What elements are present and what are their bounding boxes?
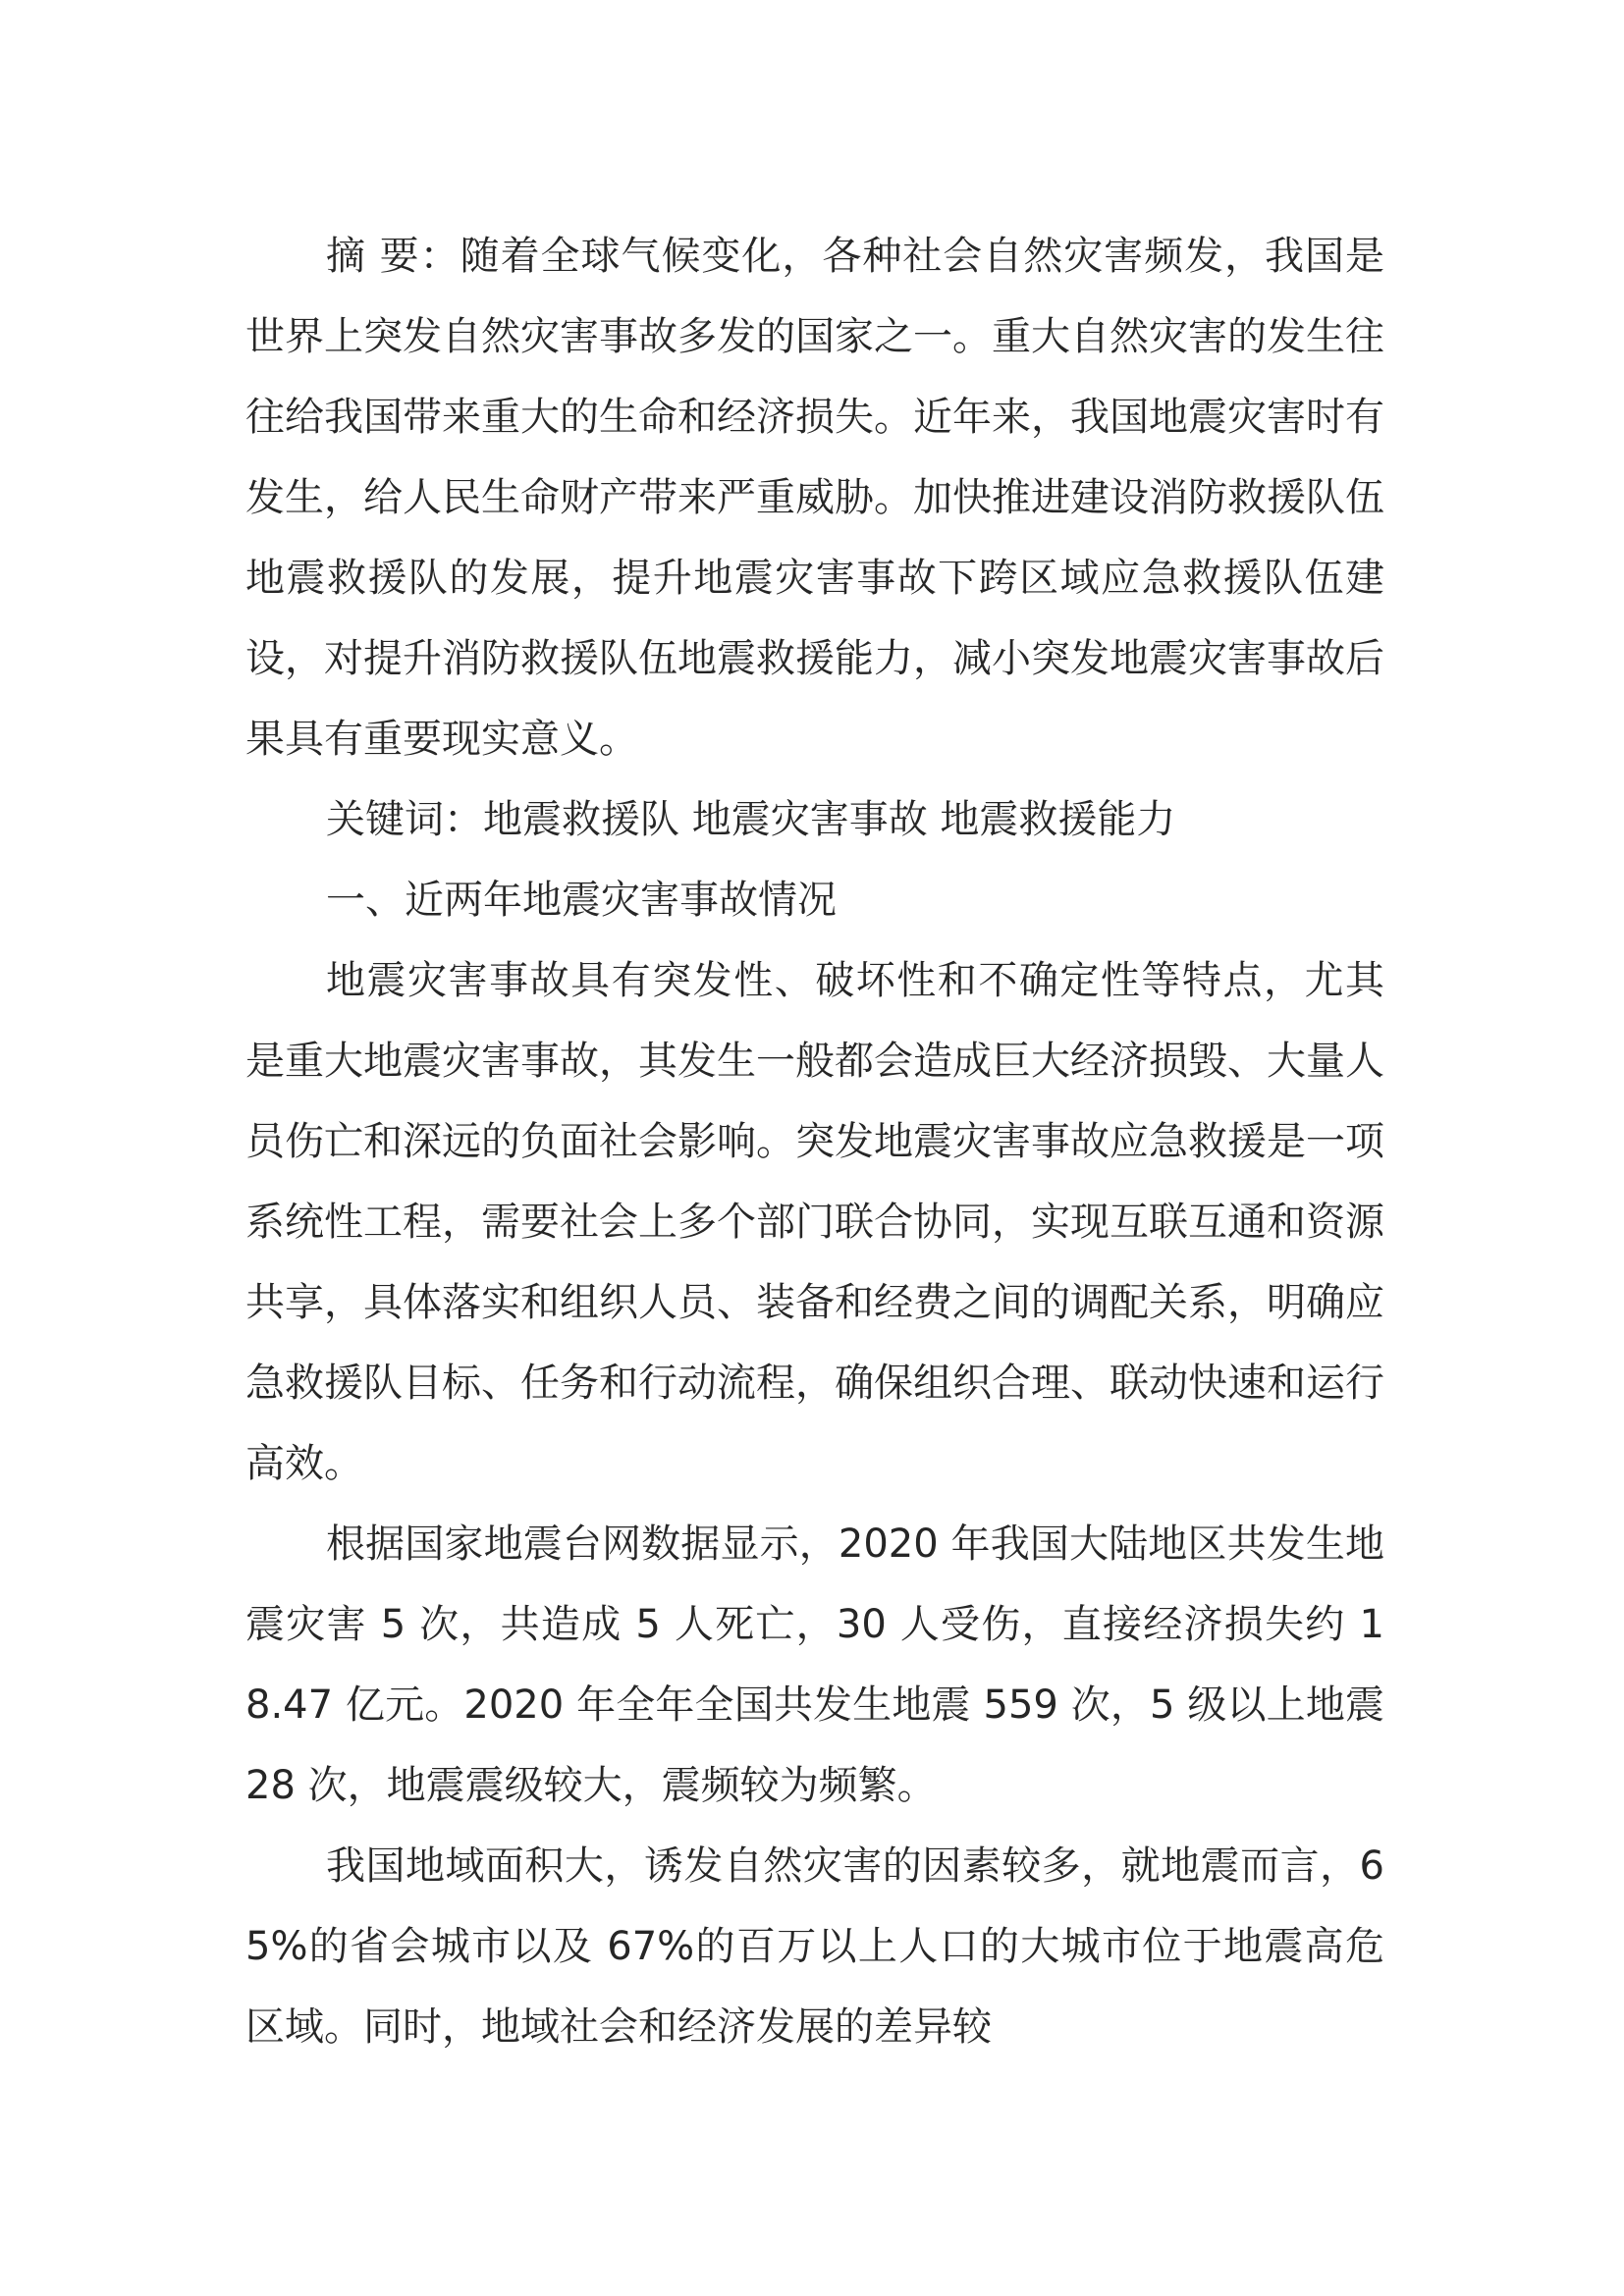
document-body bbox=[245, 216, 1384, 2067]
body-paragraph: 我国地域面积大，诱发自然灾害的因素较多，就地震而言，65%的省会城市以及 67%的百万以上人口的大城市位于地震高危区域。同时，地域社会和经济发展的差异较 bbox=[245, 1843, 1384, 2050]
body-paragraph: 根据国家地震台网数据显示，2020 年我国大陆地区共发生地震灾害 5 次，共造成 5 人死亡，30 人受伤，直接经济损失约 18.47 亿元。2020 年全年全国共发生地震 559 次，5 级以上地震 28 次，地震震级较大，震频较为频繁。 bbox=[245, 1522, 1384, 1808]
abstract-paragraph: 摘 要：随着全球气候变化，各种社会自然灾害频发，我国是世界上突发自然灾害事故多发的国家之一。重大自然灾害的发生往往给我国带来重大的生命和经济损失。近年来，我国地震灾害时有发生，给人民生命财产带来严重威胁。加快推进建设消防救援队伍地震救援队的发展，提升地震灾害事故下跨区域应急救援队伍建设，对提升消防救援队伍地震救援能力，减小突发地震灾害事故后果具有重要现实意义。 bbox=[245, 234, 1384, 762]
keywords-line: 关键词：地震救援队 地震灾害事故 地震救援能力 bbox=[326, 797, 1176, 842]
section-heading: 一、近两年地震灾害事故情况 bbox=[326, 878, 837, 923]
body-paragraph: 地震灾害事故具有突发性、破坏性和不确定性等特点，尤其是重大地震灾害事故，其发生一般都会造成巨大经济损毁、大量人员伤亡和深远的负面社会影响。突发地震灾害事故应急救援是一项系统性工程，需要社会上多个部门联合协同，实现互联互通和资源共享，具体落实和组织人员、装备和经费之间的调配关系，明确应急救援队目标、任务和行动流程，确保组织合理、联动快速和运行高效。 bbox=[245, 958, 1384, 1486]
